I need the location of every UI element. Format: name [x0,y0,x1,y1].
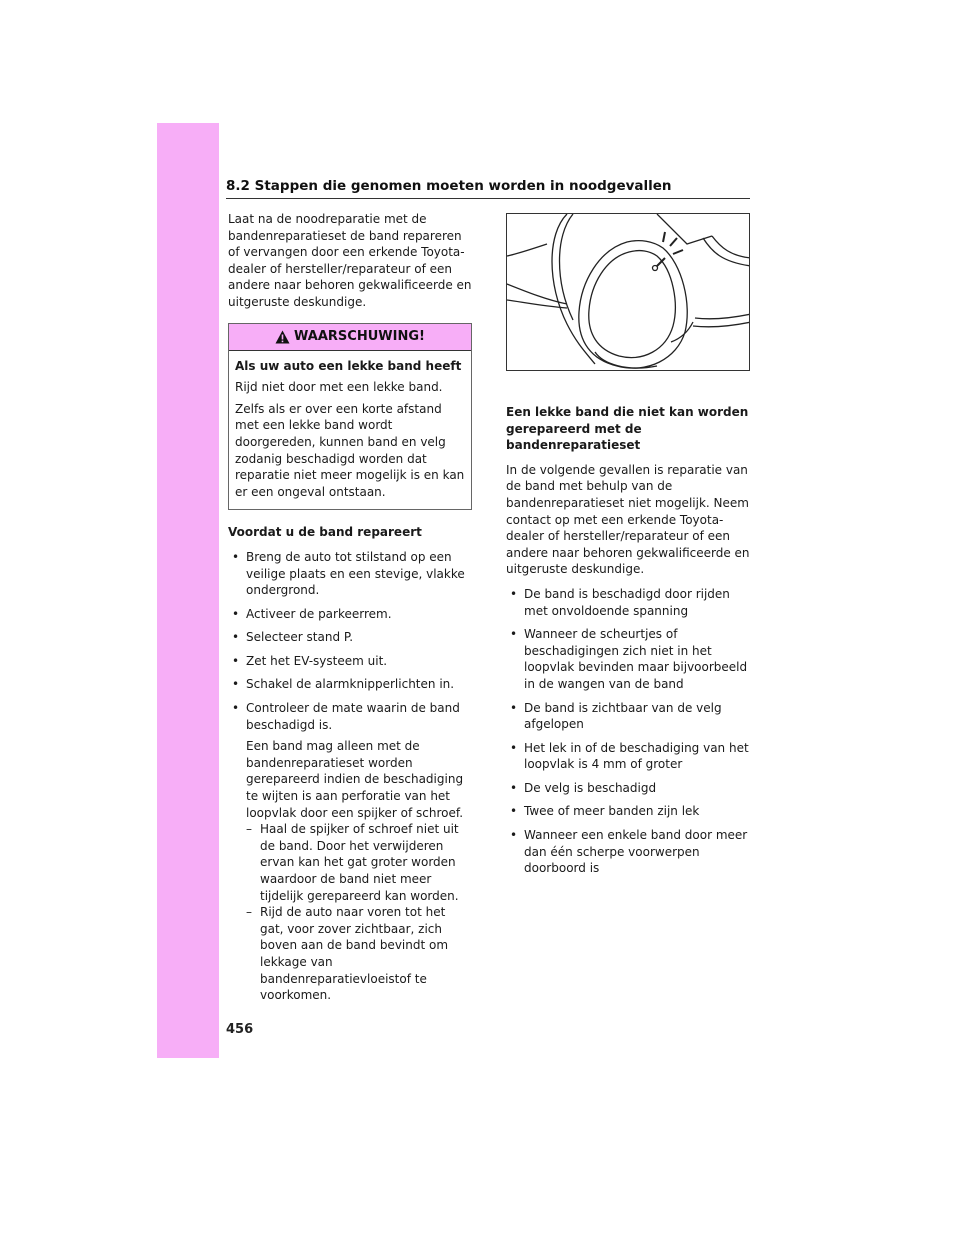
list-item: • Het lek in of de beschadiging van het loopvlak is 4 mm of groter [506,740,750,773]
list-item: • Schakel de alarmknipperlichten in. [228,676,472,693]
list-item: • Zet het EV-systeem uit. [228,653,472,670]
list-item: • Wanneer de scheurtjes of beschadigingen zich niet in het loopvlak bevinden maar bijvoorbeeld in de wangen van de band [506,626,750,692]
warning-box [228,323,472,511]
page-number: 456 [226,1022,254,1037]
list-item: • Breng de auto tot stilstand op een veilige plaats en een stevige, vlakke ondergrond. [228,549,472,599]
warning-title: WAARSCHUWING! [294,329,425,345]
intro-paragraph: Laat na de noodreparatie met de bandenreparatieset de band repareren of vervangen door een erkende Toyota-dealer of hersteller/reparateur of een andere naar behoren gekwalificeerde en uitgeruste deskundige. [228,212,472,309]
list-item: • De band is beschadigd door rijden met onvoldoende spanning [506,586,750,619]
warning-triangle-icon [275,330,290,344]
right-intro-paragraph: In de volgende gevallen is reparatie van de band met behulp van de bandenreparatieset niet mogelijk. Neem contact op met een erkende Toyota-dealer of hersteller/reparateur of een andere naar behoren gekwalificeerde en uitgeruste deskundige. [506,462,750,577]
flat-tire-illustration [506,213,750,371]
warning-text-1: Rijd niet door met een lekke band. [235,380,443,395]
warning-header [229,324,471,351]
bullet-list-cannot-repair [506,586,750,877]
section-title-before-repair: Voordat u de band repareert [228,525,422,540]
warning-subtitle: Als uw auto een lekke band heeft [235,358,462,373]
section-sidebar-tab [157,123,219,1058]
right-column [506,404,750,884]
warning-text-2: Zelfs als er over een korte afstand met een lekke band wordt doorgereden, kunnen band en velg zodanig beschadigd worden dat reparatie niet meer mogelijk is en kan er een ongeval ontstaan. [235,401,465,499]
list-item: • Wanneer een enkele band door meer dan één scherpe voorwerpen doorboord is [506,827,750,877]
list-item: • Activeer de parkeerrem. [228,606,472,623]
list-item-text: Controleer de mate waarin de band beschadigd is. [246,701,460,732]
dash-item: – Haal de spijker of schroef niet uit de band. Door het verwijderen ervan kan het gat groter worden waardoor de band niet meer tijdelijk gerepareerd kan worden. [246,821,472,904]
list-item: • De velg is beschadigd [506,780,750,797]
dash-list [246,821,472,1004]
section-title-cannot-repair: Een lekke band die niet kan worden gerepareerd met de bandenreparatieset [506,405,749,453]
list-item-subtext: Een band mag alleen met de bandenreparatieset worden gerepareerd indien de beschadiging te wijten is aan perforatie van het loopvlak door een spijker of schroef. [246,739,464,820]
page-header: 8.2 Stappen die genomen moeten worden in noodgevallen [226,178,750,199]
warning-body [229,351,471,510]
list-item: • De band is zichtbaar van de velg afgelopen [506,700,750,733]
dash-item: – Rijd de auto naar voren tot het gat, voor zover zichtbaar, zich boven aan de band bevindt om lekkage van bandenreparatievloeistof te voorkomen. [246,904,472,1004]
list-item: • Selecteer stand P. [228,629,472,646]
list-item [228,700,472,1004]
list-item: • Twee of meer banden zijn lek [506,803,750,820]
left-column [228,211,472,1011]
bullet-list-before-repair [228,549,472,1004]
